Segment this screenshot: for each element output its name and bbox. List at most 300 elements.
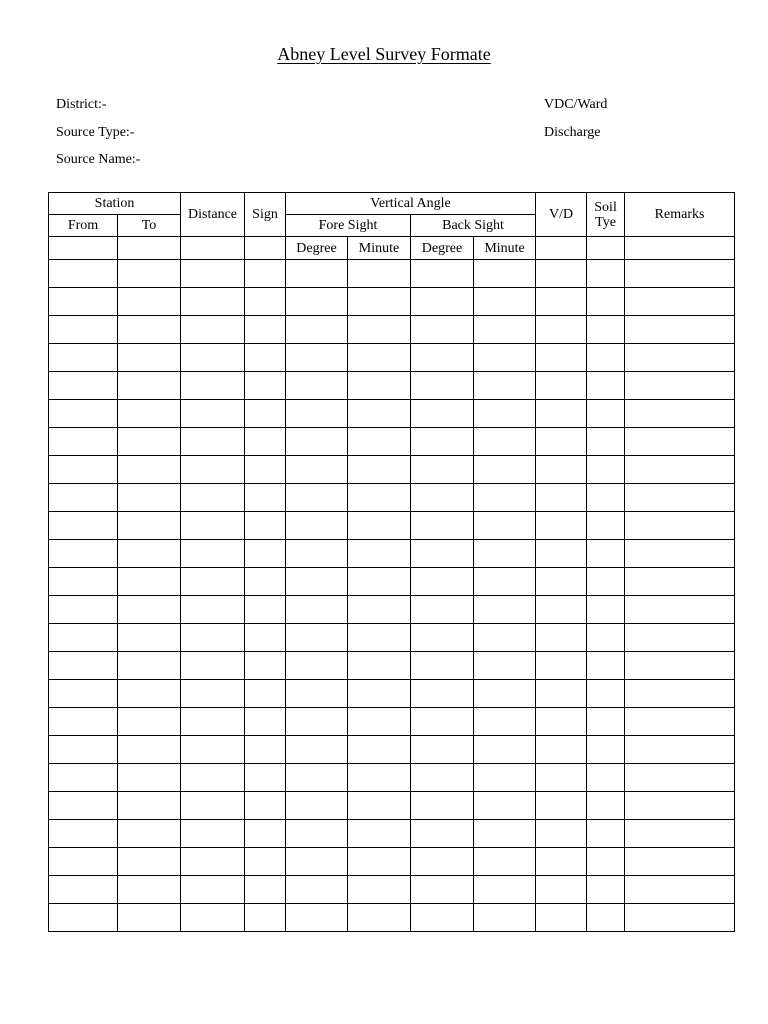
table-cell [118, 904, 181, 932]
table-cell [118, 456, 181, 484]
table-cell [49, 568, 118, 596]
table-cell [411, 792, 474, 820]
table-cell [536, 736, 587, 764]
table-cell [181, 680, 245, 708]
table-cell [625, 764, 735, 792]
table-cell [118, 540, 181, 568]
table-cell [625, 288, 735, 316]
table-cell [474, 344, 536, 372]
survey-table [48, 192, 735, 932]
table-row [49, 400, 735, 428]
table-cell [118, 680, 181, 708]
table-cell [625, 596, 735, 624]
table-cell [348, 792, 411, 820]
table-cell [411, 400, 474, 428]
table-row [49, 372, 735, 400]
table-cell [625, 904, 735, 932]
table-row [49, 736, 735, 764]
table-cell [411, 540, 474, 568]
table-cell [181, 568, 245, 596]
blank-header-cell [625, 237, 735, 260]
table-cell [118, 652, 181, 680]
table-row [49, 652, 735, 680]
table-cell [348, 596, 411, 624]
vertical-angle-header: Vertical Angle [286, 193, 536, 215]
table-row [49, 344, 735, 372]
table-cell [536, 400, 587, 428]
table-cell [411, 596, 474, 624]
table-cell [118, 400, 181, 428]
table-cell [49, 876, 118, 904]
table-row [49, 680, 735, 708]
table-cell [474, 624, 536, 652]
table-cell [348, 316, 411, 344]
table-row [49, 428, 735, 456]
table-cell [118, 260, 181, 288]
table-cell [49, 652, 118, 680]
table-row [49, 540, 735, 568]
table-row [49, 260, 735, 288]
table-cell [118, 372, 181, 400]
table-cell [474, 820, 536, 848]
table-row [49, 764, 735, 792]
table-cell [587, 372, 625, 400]
table-cell [625, 652, 735, 680]
table-cell [181, 260, 245, 288]
table-cell [411, 624, 474, 652]
table-cell [474, 848, 536, 876]
table-cell [587, 792, 625, 820]
blank-header-cell [118, 237, 181, 260]
table-cell [348, 372, 411, 400]
table-cell [536, 288, 587, 316]
table-cell [587, 568, 625, 596]
table-cell [181, 288, 245, 316]
table-cell [474, 288, 536, 316]
table-cell [411, 484, 474, 512]
table-cell [245, 652, 286, 680]
district-label: District:- [56, 97, 107, 112]
table-cell [181, 848, 245, 876]
table-cell [348, 288, 411, 316]
table-cell [181, 372, 245, 400]
table-cell [625, 708, 735, 736]
table-cell [348, 512, 411, 540]
table-cell [49, 848, 118, 876]
table-cell [245, 428, 286, 456]
table-cell [118, 820, 181, 848]
distance-header: Distance [181, 193, 245, 237]
table-row [49, 596, 735, 624]
table-row [49, 904, 735, 932]
table-cell [536, 456, 587, 484]
table-cell [348, 680, 411, 708]
table-cell [474, 484, 536, 512]
source-type-label: Source Type:- [56, 125, 135, 140]
table-cell [286, 876, 348, 904]
table-cell [118, 512, 181, 540]
table-cell [181, 512, 245, 540]
table-cell [348, 904, 411, 932]
table-cell [536, 372, 587, 400]
station-header: Station [49, 193, 181, 215]
table-cell [348, 624, 411, 652]
table-cell [474, 568, 536, 596]
table-cell [245, 820, 286, 848]
table-cell [587, 848, 625, 876]
table-cell [411, 652, 474, 680]
table-cell [181, 820, 245, 848]
title-text: Abney Level Survey Formate [277, 44, 491, 64]
table-cell [474, 512, 536, 540]
table-cell [625, 792, 735, 820]
table-cell [587, 512, 625, 540]
table-cell [625, 372, 735, 400]
table-cell [286, 344, 348, 372]
table-cell [625, 400, 735, 428]
table-cell [474, 596, 536, 624]
fore-degree-header: Degree [286, 237, 348, 260]
table-cell [245, 876, 286, 904]
table-cell [625, 456, 735, 484]
table-cell [245, 736, 286, 764]
table-cell [348, 484, 411, 512]
table-cell [625, 848, 735, 876]
table-cell [474, 876, 536, 904]
table-cell [49, 792, 118, 820]
table-cell [411, 512, 474, 540]
table-cell [181, 736, 245, 764]
table-cell [49, 428, 118, 456]
table-cell [49, 288, 118, 316]
table-cell [587, 708, 625, 736]
table-cell [245, 512, 286, 540]
table-cell [181, 344, 245, 372]
table-cell [286, 288, 348, 316]
table-cell [474, 736, 536, 764]
table-cell [587, 904, 625, 932]
table-cell [348, 344, 411, 372]
table-cell [625, 344, 735, 372]
table-cell [536, 708, 587, 736]
table-cell [286, 820, 348, 848]
table-cell [49, 680, 118, 708]
table-cell [118, 848, 181, 876]
table-cell [411, 372, 474, 400]
table-cell [118, 764, 181, 792]
table-cell [625, 428, 735, 456]
back-minute-header: Minute [474, 237, 536, 260]
table-cell [286, 484, 348, 512]
table-cell [348, 876, 411, 904]
discharge-label: Discharge [544, 125, 601, 140]
table-cell [411, 428, 474, 456]
table-cell [587, 540, 625, 568]
table-cell [625, 736, 735, 764]
table-cell [587, 456, 625, 484]
table-cell [49, 764, 118, 792]
table-cell [348, 848, 411, 876]
table-cell [625, 568, 735, 596]
fore-minute-header: Minute [348, 237, 411, 260]
table-cell [625, 512, 735, 540]
table-cell [245, 456, 286, 484]
table-cell [411, 316, 474, 344]
sign-header: Sign [245, 193, 286, 237]
table-cell [181, 792, 245, 820]
table-cell [49, 820, 118, 848]
table-cell [286, 848, 348, 876]
table-cell [181, 428, 245, 456]
table-cell [118, 792, 181, 820]
table-cell [181, 400, 245, 428]
table-cell [245, 484, 286, 512]
table-cell [49, 372, 118, 400]
table-cell [587, 484, 625, 512]
table-row [49, 316, 735, 344]
table-cell [118, 624, 181, 652]
table-cell [536, 792, 587, 820]
remarks-header: Remarks [625, 193, 735, 237]
table-cell [411, 344, 474, 372]
table-cell [348, 260, 411, 288]
table-row [49, 792, 735, 820]
fore-sight-header: Fore Sight [286, 215, 411, 237]
table-cell [181, 904, 245, 932]
table-cell [49, 596, 118, 624]
table-cell [587, 428, 625, 456]
table-cell [245, 316, 286, 344]
table-cell [49, 736, 118, 764]
blank-header-cell [536, 237, 587, 260]
table-cell [625, 260, 735, 288]
table-cell [49, 400, 118, 428]
table-cell [181, 316, 245, 344]
table-row [49, 708, 735, 736]
table-cell [587, 624, 625, 652]
table-cell [118, 736, 181, 764]
source-name-label: Source Name:- [56, 152, 141, 167]
table-cell [625, 680, 735, 708]
table-cell [536, 820, 587, 848]
table-cell [474, 764, 536, 792]
table-cell [587, 344, 625, 372]
table-cell [181, 596, 245, 624]
table-cell [536, 260, 587, 288]
table-cell [587, 288, 625, 316]
table-cell [536, 540, 587, 568]
table-cell [587, 876, 625, 904]
table-cell [118, 428, 181, 456]
table-cell [625, 624, 735, 652]
blank-header-cell [181, 237, 245, 260]
table-cell [118, 876, 181, 904]
table-cell [286, 316, 348, 344]
table-cell [245, 624, 286, 652]
table-cell [536, 344, 587, 372]
table-cell [587, 764, 625, 792]
table-row [49, 876, 735, 904]
blank-header-cell [587, 237, 625, 260]
table-cell [348, 736, 411, 764]
table-cell [411, 848, 474, 876]
table-cell [286, 792, 348, 820]
table-cell [245, 848, 286, 876]
table-cell [286, 568, 348, 596]
table-cell [625, 540, 735, 568]
table-cell [286, 652, 348, 680]
table-cell [245, 792, 286, 820]
table-row [49, 484, 735, 512]
table-cell [474, 372, 536, 400]
table-cell [245, 260, 286, 288]
blank-header-cell [245, 237, 286, 260]
table-cell [245, 708, 286, 736]
table-cell [536, 512, 587, 540]
table-cell [625, 876, 735, 904]
table-cell [536, 904, 587, 932]
table-cell [118, 708, 181, 736]
page-title [0, 44, 768, 65]
table-cell [286, 708, 348, 736]
table-cell [286, 540, 348, 568]
table-cell [411, 904, 474, 932]
table-cell [118, 596, 181, 624]
table-cell [118, 316, 181, 344]
table-cell [536, 680, 587, 708]
vdc-ward-label: VDC/Ward [544, 97, 608, 112]
table-cell [625, 316, 735, 344]
table-cell [348, 540, 411, 568]
table-cell [348, 456, 411, 484]
table-cell [286, 512, 348, 540]
table-cell [286, 904, 348, 932]
vd-header: V/D [536, 193, 587, 237]
table-cell [245, 372, 286, 400]
table-cell [411, 260, 474, 288]
table-cell [245, 904, 286, 932]
table-cell [474, 456, 536, 484]
table-cell [348, 652, 411, 680]
table-cell [181, 456, 245, 484]
table-cell [286, 624, 348, 652]
table-cell [536, 764, 587, 792]
table-cell [474, 708, 536, 736]
table-cell [245, 288, 286, 316]
table-cell [474, 792, 536, 820]
soil-type-header: Soil Tye [587, 193, 625, 237]
table-cell [587, 680, 625, 708]
table-cell [245, 680, 286, 708]
table-cell [587, 736, 625, 764]
table-cell [411, 456, 474, 484]
table-cell [625, 820, 735, 848]
table-cell [536, 428, 587, 456]
table-cell [49, 904, 118, 932]
table-row [49, 820, 735, 848]
table-row [49, 456, 735, 484]
table-cell [49, 316, 118, 344]
blank-header-cell [49, 237, 118, 260]
table-cell [587, 652, 625, 680]
table-row [49, 568, 735, 596]
from-header: From [49, 215, 118, 237]
table-cell [625, 484, 735, 512]
table-cell [536, 596, 587, 624]
table-cell [286, 764, 348, 792]
table-cell [118, 288, 181, 316]
back-degree-header: Degree [411, 237, 474, 260]
table-cell [245, 344, 286, 372]
table-cell [474, 260, 536, 288]
table-cell [536, 876, 587, 904]
table-cell [245, 764, 286, 792]
table-cell [348, 820, 411, 848]
table-cell [348, 708, 411, 736]
table-cell [118, 344, 181, 372]
table-cell [587, 260, 625, 288]
table-cell [181, 708, 245, 736]
table-cell [245, 540, 286, 568]
table-cell [49, 456, 118, 484]
table-cell [348, 428, 411, 456]
table-cell [474, 428, 536, 456]
table-cell [49, 512, 118, 540]
table-cell [49, 624, 118, 652]
table-cell [474, 652, 536, 680]
table-cell [587, 596, 625, 624]
table-cell [286, 372, 348, 400]
table-cell [348, 568, 411, 596]
table-cell [411, 680, 474, 708]
table-cell [474, 400, 536, 428]
table-cell [474, 540, 536, 568]
table-cell [49, 708, 118, 736]
table-row [49, 512, 735, 540]
table-cell [474, 680, 536, 708]
table-cell [286, 736, 348, 764]
table-cell [411, 876, 474, 904]
table-cell [587, 820, 625, 848]
table-cell [536, 652, 587, 680]
table-cell [536, 848, 587, 876]
table-cell [286, 428, 348, 456]
table-cell [286, 400, 348, 428]
table-cell [411, 568, 474, 596]
table-cell [536, 624, 587, 652]
table-cell [118, 484, 181, 512]
table-cell [348, 400, 411, 428]
table-cell [181, 540, 245, 568]
table-cell [49, 344, 118, 372]
table-cell [286, 456, 348, 484]
table-cell [181, 624, 245, 652]
table-cell [411, 708, 474, 736]
table-cell [286, 260, 348, 288]
table-cell [587, 316, 625, 344]
table-cell [536, 484, 587, 512]
table-cell [245, 400, 286, 428]
table-cell [286, 680, 348, 708]
table-cell [411, 764, 474, 792]
table-cell [245, 568, 286, 596]
table-cell [181, 876, 245, 904]
table-row [49, 624, 735, 652]
table-cell [49, 540, 118, 568]
table-cell [49, 484, 118, 512]
table-cell [536, 568, 587, 596]
table-cell [474, 904, 536, 932]
